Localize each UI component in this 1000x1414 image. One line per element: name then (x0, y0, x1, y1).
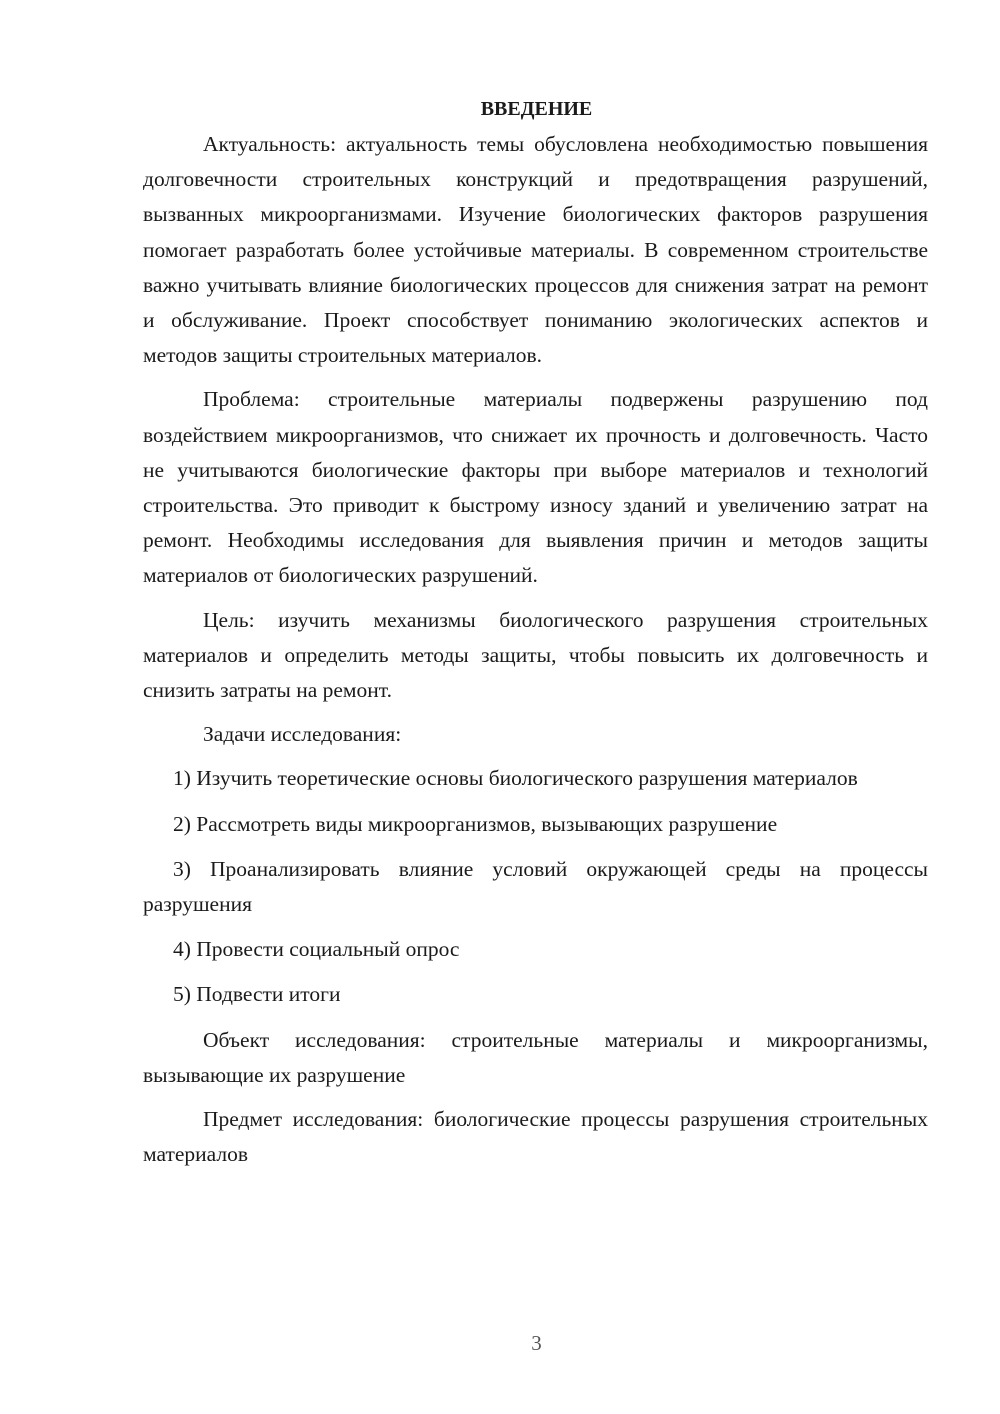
task-item-1: 1) Изучить теоретические основы биологического разрушения материалов (173, 766, 858, 791)
tasks-heading: Задачи исследования: (203, 722, 402, 747)
goal-paragraph: Цель: изучить механизмы биологического разрушения строительных материалов и определить методы защиты, чтобы повысить их долговечность и снизить затраты на ремонт. (143, 607, 928, 703)
task-item-5: 5) Подвести итоги (173, 982, 341, 1007)
task-item-2: 2) Рассмотреть виды микроорганизмов, вызывающих разрушение (173, 811, 778, 836)
object-paragraph: Объект исследования: строительные материалы и микроорганизмы, вызывающие их разрушение (143, 1027, 928, 1087)
problem-paragraph: Проблема: строительные материалы подвержены разрушению под воздействием микроорганизмов, что снижает их прочность и долговечность. Часто не учитываются биологические факторы при выборе материалов и технологий строительства. Это приводит к быстрому износу зданий и увеличению затрат на ремонт. Необходимы исследования для выявления причин и методов защиты материалов от биологических разрушений. (143, 387, 928, 588)
document-body (143, 92, 928, 1181)
task-item-3: 3) Проанализировать влияние условий окружающей среды на процессы разрушения (143, 856, 928, 917)
subject-paragraph: Предмет исследования: биологические процессы разрушения строительных материалов (143, 1107, 928, 1167)
task-item-4: 4) Провести социальный опрос (173, 937, 460, 962)
page-number: 3 (531, 1331, 542, 1355)
relevance-paragraph: Актуальность: актуальность темы обусловлена необходимостью повышения долговечности строительных конструкций и предотвращения разрушений, вызванных микроорганизмами. Изучение биологических факторов разрушения помогает разработать более устойчивые материалы. В современном строительстве важно учитывать влияние биологических процессов для снижения затрат на ремонт и обслуживание. Проект способствует пониманию экологических аспектов и методов защиты строительных материалов. (143, 132, 928, 368)
page-title: ВВЕДЕНИЕ (480, 98, 593, 120)
